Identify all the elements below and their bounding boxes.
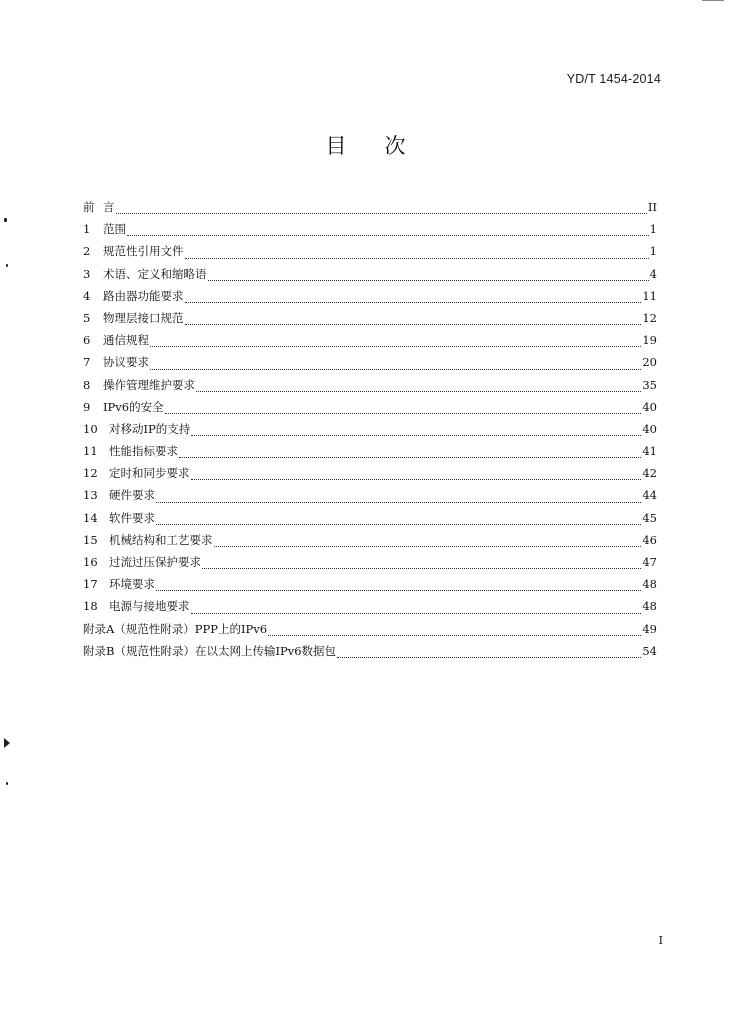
dot-leader	[185, 323, 642, 325]
dot-leader	[185, 301, 642, 303]
toc-entry-title: 路由器功能要求	[103, 288, 184, 303]
dot-leader	[191, 612, 642, 614]
toc-entry-title: 对移动IP的支持	[109, 421, 191, 436]
toc-entry-title: 环境要求	[109, 577, 155, 592]
toc-entry-title: 术语、定义和缩略语	[103, 266, 207, 281]
dot-leader	[156, 501, 641, 503]
scan-mark	[6, 264, 8, 267]
toc-entry-number: 18	[83, 599, 98, 614]
toc-entry-number: 12	[83, 466, 98, 481]
toc-entry[interactable]	[83, 218, 657, 240]
toc-entry-page: 44	[642, 488, 657, 503]
toc-entry-number: 8	[83, 377, 91, 392]
toc-entry-number: 7	[83, 355, 91, 370]
toc-entry-title: 定时和同步要求	[109, 466, 190, 481]
dot-leader	[165, 412, 642, 414]
scan-mark	[4, 218, 7, 222]
toc-entry-page: 35	[642, 377, 657, 392]
page-title: 目次	[325, 134, 444, 158]
toc-entry-appendix-b[interactable]	[83, 640, 657, 662]
toc-entry[interactable]	[83, 484, 657, 506]
scan-mark	[4, 738, 10, 748]
toc-entry-page: 54	[642, 643, 657, 658]
toc-entry-number: 10	[83, 421, 98, 436]
toc-entry-number: 11	[83, 444, 98, 459]
toc-entry[interactable]	[83, 329, 657, 351]
toc-entry[interactable]	[83, 351, 657, 373]
dot-leader	[150, 345, 641, 347]
toc-entry-page: 4	[649, 266, 657, 281]
standard-code: YD/T 1454-2014	[566, 72, 661, 86]
toc-entry[interactable]	[83, 240, 657, 262]
toc-entry-page: 19	[642, 333, 657, 348]
dot-leader	[268, 634, 641, 636]
scan-mark	[6, 782, 8, 785]
dot-leader	[179, 456, 641, 458]
dot-leader	[191, 478, 642, 480]
dot-leader	[191, 434, 641, 436]
toc-entry-title: 附录B（规范性附录）在以太网上传输IPv6数据包	[83, 643, 337, 658]
toc-entry-title: 附录A（规范性附录）PPP上的IPv6	[83, 621, 268, 636]
toc-entry-number: 2	[83, 244, 91, 259]
toc-entry-page: 40	[642, 399, 657, 414]
toc-entry[interactable]	[83, 374, 657, 396]
toc-entry-page: 12	[642, 310, 657, 325]
toc-entry[interactable]	[83, 418, 657, 440]
toc-entry[interactable]	[83, 440, 657, 462]
toc-entry-page: II	[647, 200, 657, 214]
dot-leader	[208, 279, 649, 281]
toc-entry[interactable]	[83, 307, 657, 329]
toc-entry-page: 49	[642, 621, 657, 636]
toc-entry-title: 范围	[103, 222, 126, 237]
toc-entry[interactable]	[83, 263, 657, 285]
dot-leader	[116, 212, 647, 214]
toc-entry-title: 操作管理维护要求	[103, 377, 195, 392]
toc-entry-page: 20	[642, 355, 657, 370]
toc-entry-number: 16	[83, 555, 98, 569]
toc-entry[interactable]	[83, 285, 657, 307]
toc-entry-title: 规范性引用文件	[103, 244, 184, 259]
toc-entry-title: IPv6的安全	[103, 399, 164, 414]
dot-leader	[196, 390, 641, 392]
toc-entry-appendix-a[interactable]	[83, 618, 657, 640]
toc-entry-page: 42	[642, 466, 657, 481]
toc-entry-number: 3	[83, 266, 91, 281]
dot-leader	[337, 656, 641, 658]
toc-entry-page: 46	[642, 532, 657, 547]
dot-leader	[150, 368, 641, 370]
toc-entry-title: 言	[103, 200, 115, 214]
toc-entry-foreword[interactable]	[83, 196, 657, 218]
toc-entry[interactable]	[83, 396, 657, 418]
toc-entry[interactable]	[83, 551, 657, 573]
toc-entry[interactable]	[83, 462, 657, 484]
toc-entry-title: 通信规程	[103, 333, 149, 348]
toc-entry-page: 41	[642, 444, 657, 459]
toc-entry-page: 1	[649, 244, 657, 259]
toc-entry-title: 性能指标要求	[109, 444, 178, 459]
dot-leader	[156, 589, 641, 591]
toc-entry-title: 物理层接口规范	[103, 310, 184, 325]
toc-entry-title: 协议要求	[103, 355, 149, 370]
toc-entry-number: 14	[83, 510, 98, 525]
toc-entry-title: 过流过压保护要求	[109, 555, 201, 569]
dot-leader	[185, 257, 649, 259]
toc-entry-page: 11	[642, 288, 657, 303]
toc-entry[interactable]	[83, 573, 657, 595]
toc-entry-number: 4	[83, 288, 91, 303]
toc-entry-page: 48	[642, 577, 657, 592]
page-number: I	[658, 934, 663, 947]
toc-entry-page: 47	[642, 555, 657, 569]
toc-entry-page: 40	[642, 421, 657, 436]
toc-entry-page: 1	[649, 222, 657, 237]
toc-entry-page: 45	[642, 510, 657, 525]
toc-entry-number: 前	[83, 200, 95, 214]
toc-entry-page: 48	[642, 599, 657, 614]
toc-entry[interactable]	[83, 507, 657, 529]
toc-entry[interactable]	[83, 529, 657, 551]
toc-entry-number: 15	[83, 532, 98, 547]
dot-leader	[127, 234, 649, 236]
toc-entry-number: 5	[83, 310, 91, 325]
toc-entry-title: 电源与接地要求	[109, 599, 190, 614]
scan-mark	[702, 0, 724, 1]
toc-entry-number: 1	[83, 222, 91, 237]
toc-entry[interactable]	[83, 595, 657, 617]
toc-entry-number: 6	[83, 333, 91, 348]
toc-entry-title: 硬件要求	[109, 488, 155, 503]
dot-leader	[156, 523, 641, 525]
toc-entry-title: 软件要求	[109, 510, 155, 525]
table-of-contents	[83, 196, 657, 662]
toc-entry-title: 机械结构和工艺要求	[109, 532, 213, 547]
toc-entry-number: 17	[83, 577, 98, 592]
dot-leader	[202, 567, 641, 569]
toc-entry-number: 9	[83, 399, 91, 414]
toc-entry-number: 13	[83, 488, 98, 503]
dot-leader	[214, 545, 642, 547]
